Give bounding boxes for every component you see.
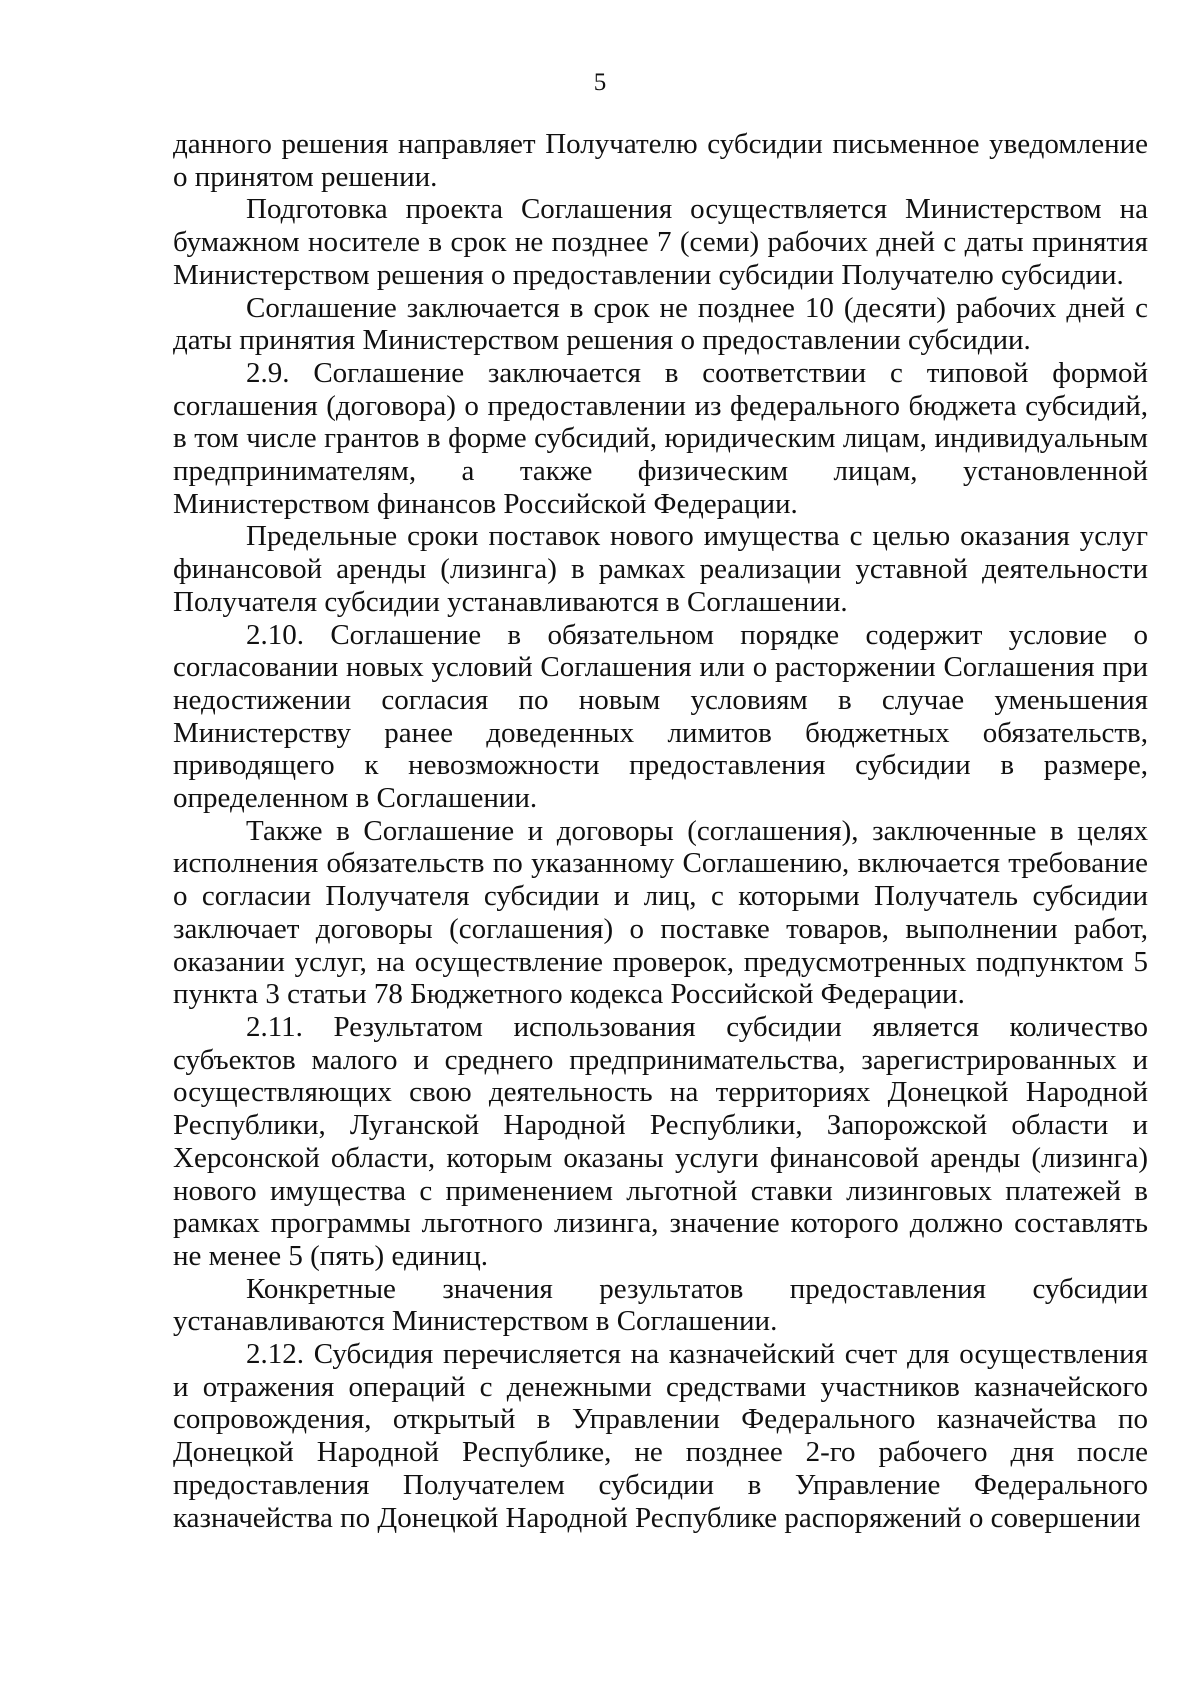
paragraph-result-values: Конкретные значения результатов предоставления субсидии устанавливаются Министерством в Соглашении. xyxy=(173,1272,1148,1338)
paragraph-agreement-term: Соглашение заключается в срок не позднее 10 (десяти) рабочих дней с даты принятия Министерством решения о предоставлении субсидии. xyxy=(173,291,1148,357)
paragraph-2-12: 2.12. Субсидия перечисляется на казначейский счет для осуществления и отражения операций с денежными средствами участников казначейского сопровождения, открытый в Управлении Федерального казначейства по Донецкой Народной Республике, не позднее 2-го рабочего дня после предоставления Получателем субсидии в Управление Федерального казначейства по Донецкой Народной Республике распоряжений о совершении xyxy=(173,1338,1148,1534)
paragraph-2-11: 2.11. Результатом использования субсидии является количество субъектов малого и среднего предпринимательства, зарегистрированных и осуществляющих свою деятельность на территориях Донецкой Народной Республики, Луганской Народной Республики, Запорожской области и Херсонской области, которым оказаны услуги финансовой аренды (лизинга) нового имущества с применением льготной ставки лизинговых платежей в рамках программы льготного лизинга, значение которого должно составлять не менее 5 (пять) единиц. xyxy=(173,1010,1148,1272)
paragraph-agreement-preparation: Подготовка проекта Соглашения осуществляется Министерством на бумажном носителе в срок не позднее 7 (семи) рабочих дней с даты принятия Министерством решения о предоставлении субсидии Получателю субсидии. xyxy=(173,193,1148,291)
paragraph-2-9: 2.9. Соглашение заключается в соответствии с типовой формой соглашения (договора) о предоставлении из федерального бюджета субсидий, в том числе грантов в форме субсидий, юридическим лицам, индивидуальным предпринимателям, а также физическим лицам, установленной Министерством финансов Российской Федерации. xyxy=(173,356,1148,520)
paragraph-2-10: 2.10. Соглашение в обязательном порядке содержит условие о согласовании новых условий Соглашения или о расторжении Соглашения при недостижении согласия по новым условиям в случае уменьшения Министерству ранее доведенных лимитов бюджетных обязательств, приводящего к невозможности предоставления субсидии в размере, определенном в Соглашении. xyxy=(173,618,1148,815)
paragraph-decision-notice: данного решения направляет Получателю субсидии письменное уведомление о принятом решении. xyxy=(173,128,1148,193)
document-body xyxy=(173,128,1148,1534)
paragraph-inspection-consent: Также в Соглашение и договоры (соглашения), заключенные в целях исполнения обязательств по указанному Соглашению, включается требование о согласии Получателя субсидии и лиц, с которыми Получатель субсидии заключает договоры (соглашения) о поставке товаров, выполнении работ, оказании услуг, на осуществление проверок, предусмотренных подпунктом 5 пункта 3 статьи 78 Бюджетного кодекса Российской Федерации. xyxy=(173,814,1148,1011)
page-number: 5 xyxy=(593,69,607,96)
paragraph-delivery-deadlines: Предельные сроки поставок нового имущества с целью оказания услуг финансовой аренды (лизинга) в рамках реализации уставной деятельности Получателя субсидии устанавливаются в Соглашении. xyxy=(173,520,1148,618)
